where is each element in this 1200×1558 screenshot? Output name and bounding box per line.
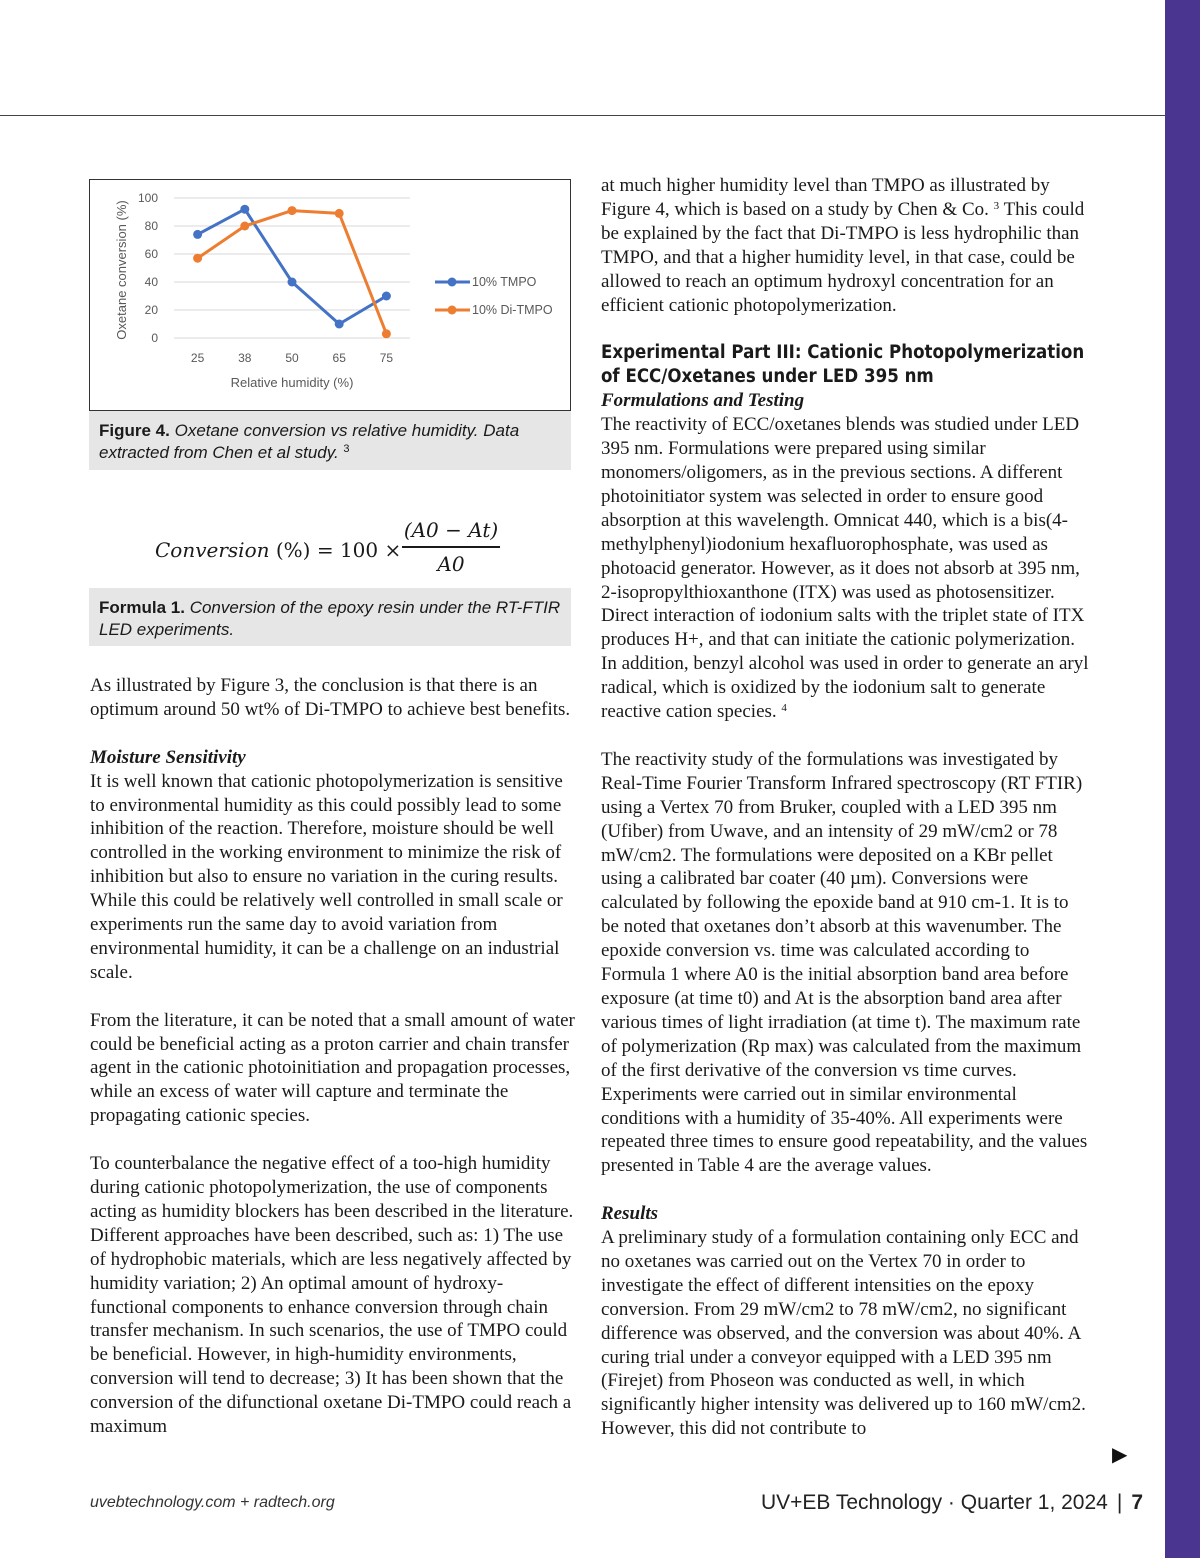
data-point (382, 292, 391, 301)
figure-4-caption (89, 411, 571, 470)
header-rule (0, 115, 1165, 116)
reference-3: 3 (993, 199, 1000, 212)
results-heading: Results (601, 1203, 659, 1225)
x-tick-label: 65 (332, 351, 346, 365)
data-point (288, 278, 297, 287)
accent-side-bar (1165, 0, 1200, 1558)
right-column (601, 174, 1091, 1441)
paragraph: As illustrated by Figure 3, the conclusion is that there is an optimum around 50 wt% of Di-TMPO to achieve best benefits. (90, 675, 571, 720)
publication-name: UV+EB Technology · Quarter 1, 2024 (760, 1491, 1108, 1514)
fraction-bar (402, 546, 500, 548)
formula-caption-text: Conversion of the epoxy resin under the RT-FTIR LED experiments. (99, 598, 561, 639)
data-point (288, 206, 297, 215)
formula-lhs: Conversion (%) = 100 × (155, 538, 402, 562)
formulations-heading: Formulations and Testing (601, 390, 805, 412)
footer-publication (761, 1491, 1143, 1515)
y-axis-title: Oxetane conversion (%) (114, 200, 129, 340)
figure-caption-ref: 3 (343, 442, 350, 455)
figure-4-chart (89, 179, 571, 411)
reference-4: 4 (781, 702, 787, 715)
formula-caption-label: Formula 1. (99, 598, 185, 617)
series-line-2 (198, 211, 387, 334)
paragraph-text: at much higher humidity level than TMPO as illustrated by Figure 4, which is based on a study by Chen & Co. (601, 175, 1050, 220)
footer-websites: uvebtechnology.com + radtech.org (90, 1494, 335, 1511)
legend-label: 10% Di-TMPO (472, 303, 553, 317)
legend-marker (448, 278, 457, 287)
data-point (382, 329, 391, 338)
y-tick-label: 20 (144, 303, 158, 317)
data-point (193, 254, 202, 263)
left-column (90, 674, 576, 1439)
paragraph: It is well known that cationic photopolymerization is sensitive to environmental humidity as this could possibly lead to some inhibition of the reaction. Therefore, moisture should be well controlled in the working environment to minimize the risk of inhibition but also to ensure no variation in the curing results. While this could be relatively well controlled in small scale or experiments run the same day to avoid variation from environmental humidity, it can be a challenge on an industrial scale. (90, 770, 563, 983)
formula-1-caption (89, 588, 571, 646)
legend-label: 10% TMPO (472, 275, 537, 289)
x-tick-label: 25 (190, 351, 205, 365)
y-tick-label: 0 (151, 331, 158, 345)
data-point (335, 209, 344, 218)
paragraph (601, 413, 1091, 724)
y-tick-label: 60 (144, 247, 158, 261)
formula-fraction (402, 518, 500, 576)
data-point (240, 205, 249, 214)
x-axis-title: Relative humidity (%) (230, 375, 354, 390)
paragraph-text: This could be explained by the fact that Di-TMPO is less hydrophilic than TMPO, and that a higher humidity level, in that case, could be allowed to reach an optimum hydroxyl concentration for an efficient cationic photopolymerization. (601, 198, 1085, 316)
paragraph (601, 174, 1091, 317)
legend-marker (448, 306, 457, 315)
data-point (240, 222, 249, 231)
data-point (335, 320, 344, 329)
continue-arrow-icon: ▶ (1112, 1442, 1128, 1466)
formula-denominator: A0 (437, 551, 465, 576)
y-tick-label: 100 (137, 191, 158, 205)
conversion-formula (150, 518, 570, 582)
paragraph: The reactivity study of the formulations was investigated by Real-Time Fourier Transform Infrared spectroscopy (RT FTIR) using a Vertex 70 from Bruker, coupled with a LED 395 nm (Ufiber) from Uwave, and an intensity of 29 mW/cm2 or 78 mW/cm2. The formulations were deposited on a KBr pellet using a calibrated bar coater (40 µm). Conversions were calculated by following the epoxide band at 910 cm-1. It is to be noted that oxetanes don’t absorb at this wavenumber. The epoxide conversion vs. time was calculated according to Formula 1 where A0 is the initial absorption band area before exposure (at time t0) and At is the absorption band area after various times of light irradiation (at time t). The maximum rate of polymerization (Rp max) was calculated from the maximum of the first derivative of the conversion vs time curves. Experiments were carried out in similar environmental conditions with a humidity of 35-40%. All experiments were repeated three times to ensure good repeatability, and the values presented in Table 4 are the average values. (601, 748, 1088, 1177)
section-heading: Experimental Part III: Cationic Photopolymerization of ECC/Oxetanes under LED 395 nm (601, 342, 1085, 388)
data-point (193, 230, 202, 239)
paragraph: A preliminary study of a formulation containing only ECC and no oxetanes was carried out on the Vertex 70 in order to investigate the effect of different intensities on the epoxy conversion. From 29 mW/cm2 to 78 mW/cm2, no significant difference was observed, and the conversion was about 40%. A curing trial under a conveyor equipped with a LED 395 nm (Firejet) from Phoseon was conducted as well, in which significantly higher intensity was delivered up to 160 mW/cm2. However, this did not contribute to (601, 1227, 1086, 1440)
paragraph: To counterbalance the negative effect of a too-high humidity during cationic photopolymerization, the use of components acting as humidity blockers has been described in the literature. Different approaches have been described, such as: 1) The use of hydrophobic materials, which are less negatively affected by humidity variation; 2) An optimal amount of hydroxy-functional components to enhance conversion through chain transfer mechanism. In such scenarios, the use of TMPO could be beneficial. However, in high-humidity environments, conversion will tend to decrease; 3) It has been shown that the conversion of the difunctional oxetane Di-TMPO could reach a maximum (90, 1153, 574, 1438)
x-tick-label: 75 (379, 351, 394, 365)
paragraph: From the literature, it can be noted that a small amount of water could be beneficial acting as a proton carrier and chain transfer agent in the cationic photoinitiation and propagation processes, while an excess of water will capture and terminate the propagating cationic species. (90, 1009, 575, 1127)
formula-numerator: (A0 − At) (403, 518, 499, 542)
figure-caption-text: Oxetane conversion vs relative humidity. Data extracted from Chen et al study. (99, 421, 520, 462)
footer-separator: | (1116, 1491, 1123, 1514)
figure-caption-label: Figure 4. (99, 421, 170, 440)
x-tick-label: 50 (285, 351, 299, 365)
line-chart (90, 180, 572, 412)
paragraph-text: The reactivity of ECC/oxetanes blends was studied under LED 395 nm. Formulations were prepared using similar monomers/oligomers, as in the previous sections. A different photoinitiator system was selected in order to ensure good absorption at this wavelength. Omnicat 440, which is a bis(4-methylphenyl)iodonium hexafluorophosphate, was used as photoacid generator. However, as it does not absorb at 395 nm, 2-isopropylthioxanthone (ITX) was used as photosensitizer. Direct interaction of iodonium salts with the triplet state of ITX produces H+, and that can initiate the cationic polymerization. In addition, benzyl alcohol was used in order to generate an aryl radical, which is oxidized by the iodonium salt to generate reactive cation species. (601, 414, 1089, 723)
y-tick-label: 80 (144, 219, 158, 233)
x-tick-label: 38 (238, 351, 252, 365)
y-tick-label: 40 (144, 275, 158, 289)
page-number: 7 (1131, 1491, 1143, 1514)
moisture-sensitivity-heading: Moisture Sensitivity (90, 746, 246, 768)
